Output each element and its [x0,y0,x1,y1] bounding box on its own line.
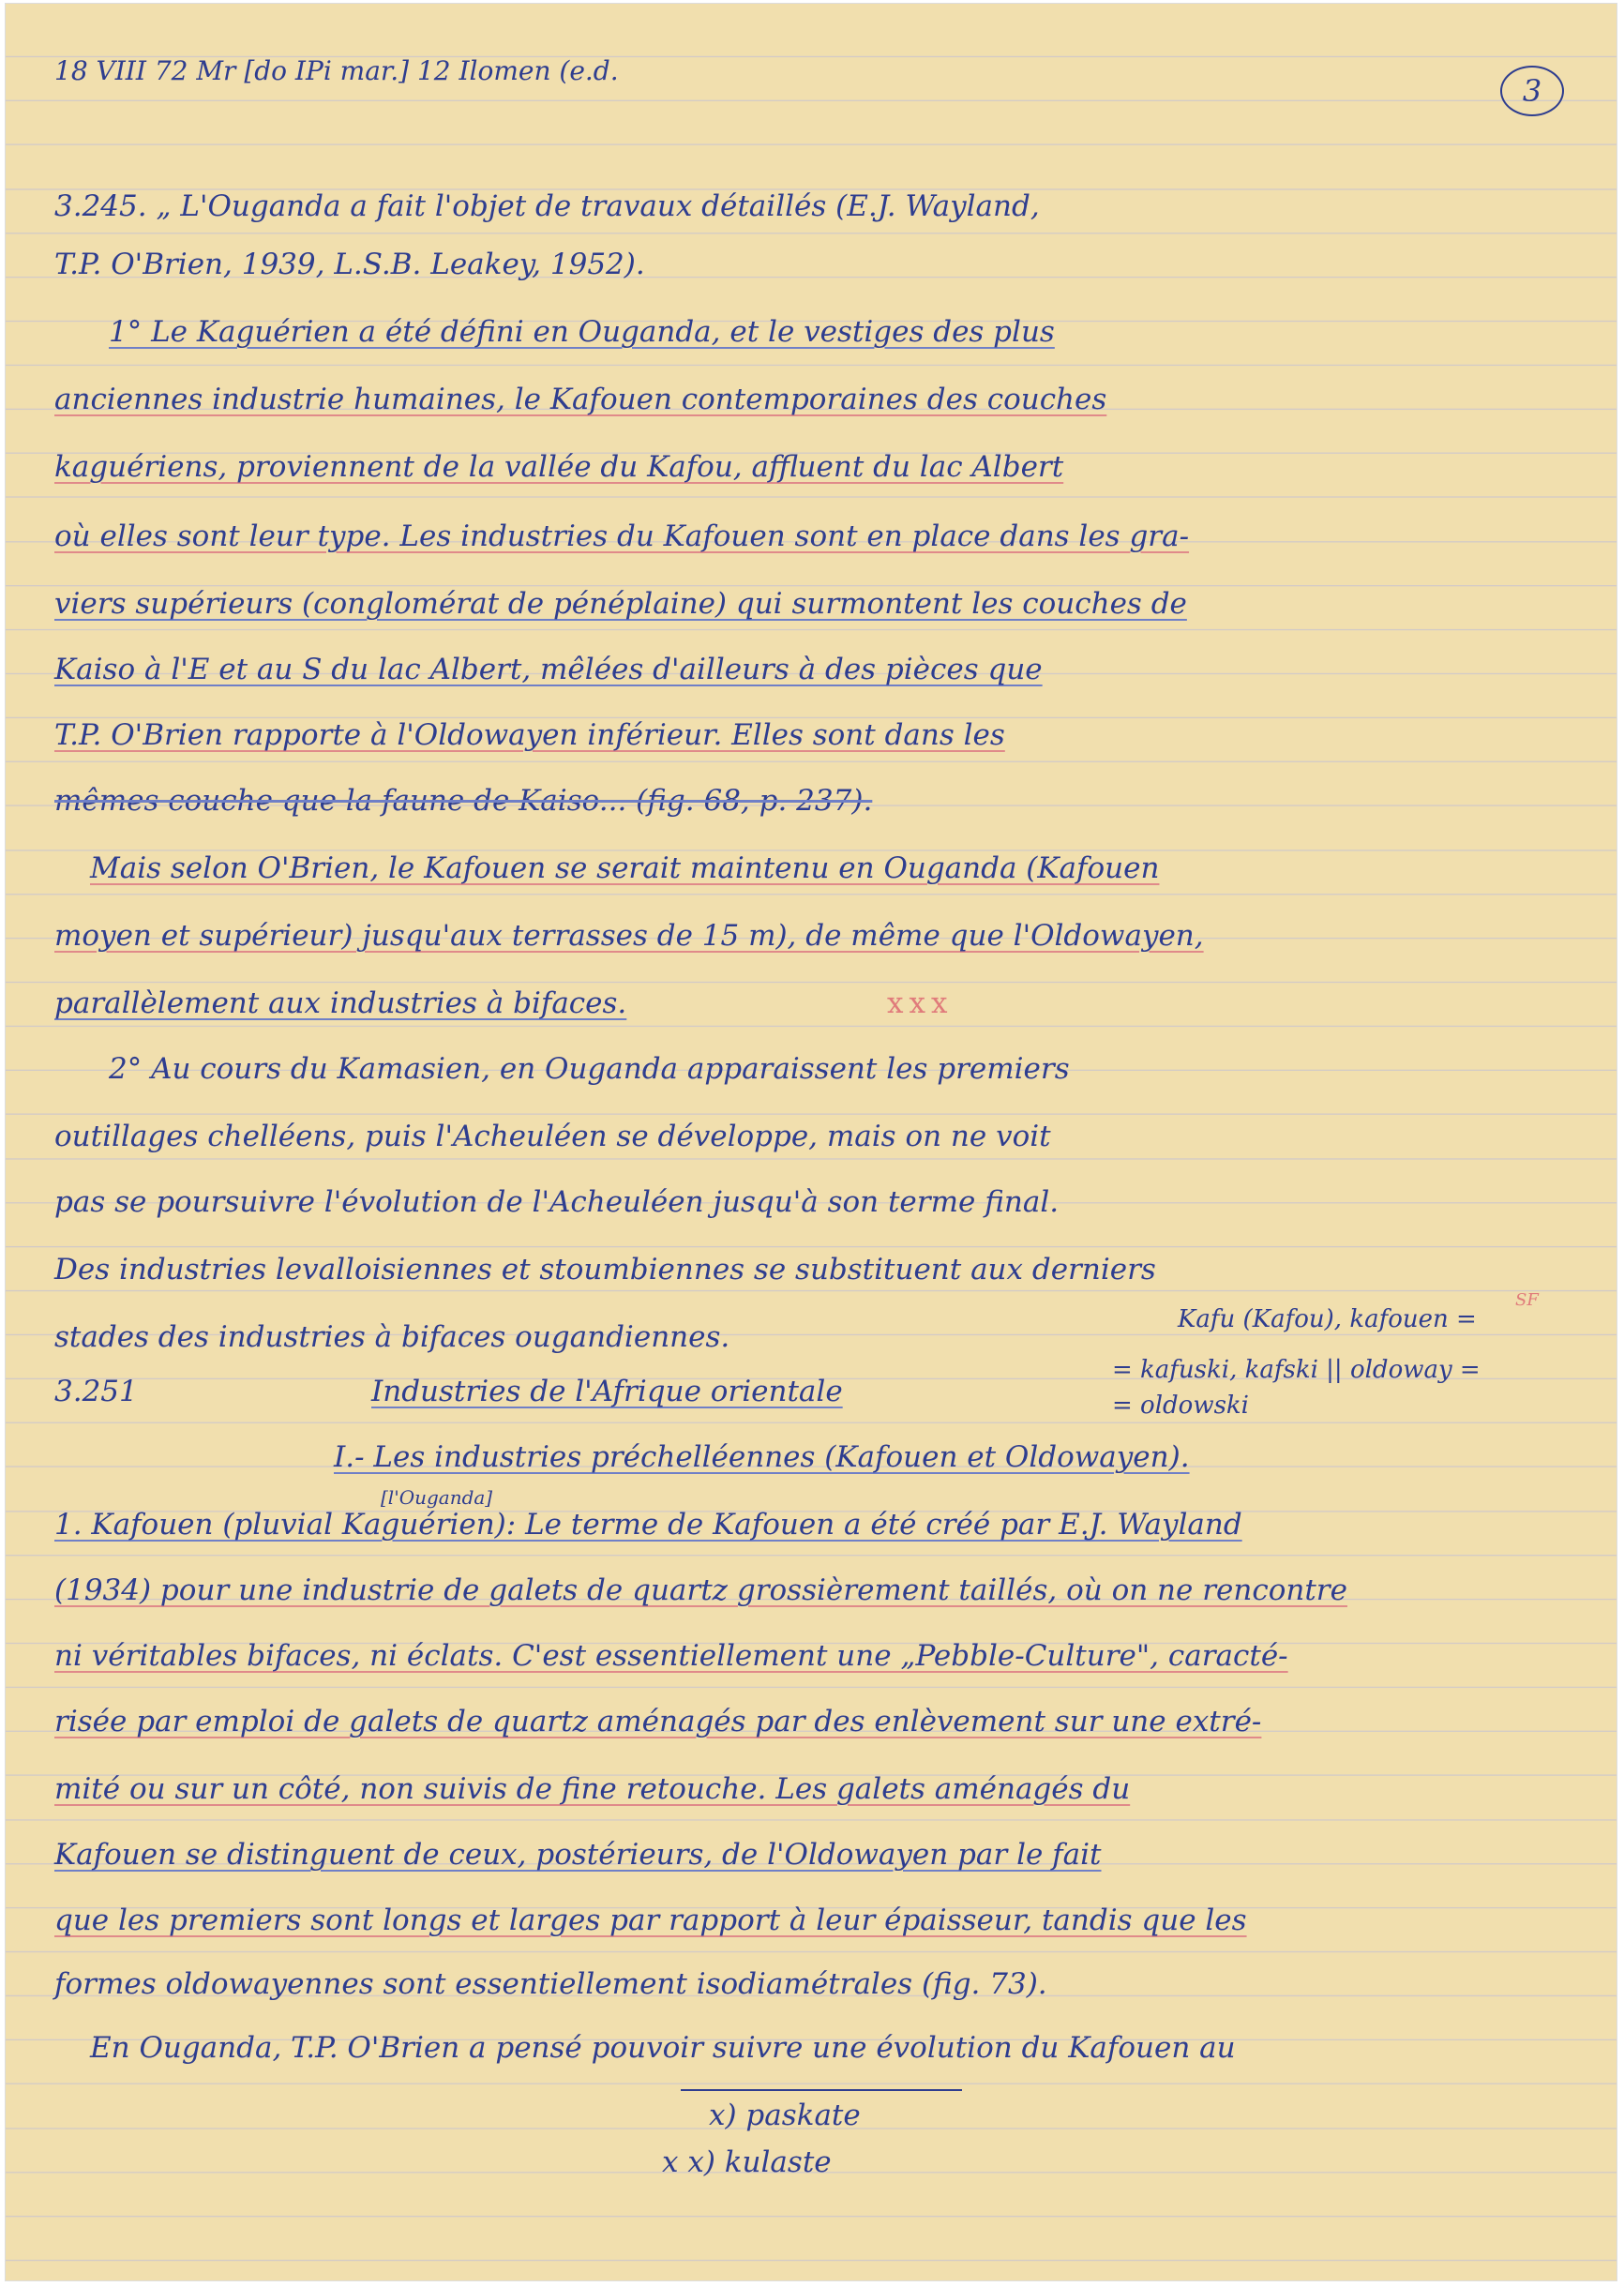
text-line-22: risée par emploi de galets de quartz aménagés par des enlèvement sur une extré- [54,1705,1262,1738]
margin-note-synonyms-1: Kafu (Kafou), kafouen = [1178,1305,1477,1333]
text-line-5: kaguériens, proviennent de la vallée du Kafou, affluent du lac Albert [54,450,1064,484]
text-line-4: anciennes industrie humaines, le Kafouen contemporaines des couches [54,383,1107,416]
section-number: 3.251 [54,1375,138,1408]
text-line-24: Kafouen se distinguent de ceux, postérieurs, de l'Oldowayen par le fait [54,1838,1102,1872]
text-line-16: pas se poursuivre l'évolution de l'Acheuléen jusqu'à son terme final. [54,1185,1060,1219]
cross-marks: xxx [887,986,954,1020]
text-line-8: Kaiso à l'E et au S du lac Albert, mêlées d'ailleurs à des pièces que [54,653,1043,686]
text-line-20: (1934) pour une industrie de galets de quartz grossièrement taillés, où on ne rencontre [54,1573,1347,1607]
margin-note-sr: SF [1515,1290,1539,1310]
text-line-9: T.P. O'Brien rapporte à l'Oldowayen inférieur. Elles sont dans les [54,718,1005,752]
text-line-15: outillages chelléens, puis l'Acheuléen se développe, mais on ne voit [54,1120,1051,1153]
margin-note-synonyms-3: = oldowski [1112,1392,1249,1420]
text-line-17: Des industries levalloisiennes et stoumbiennes se substituent aux derniers [54,1253,1156,1286]
section-title: Industries de l'Afrique orientale [371,1375,843,1408]
text-line-1: 3.245. „ L'Ouganda a fait l'objet de travaux détaillés (E.J. Wayland, [54,189,1040,223]
text-line-26: formes oldowayennes sont essentiellement isodiamétrales (fig. 73). [54,1967,1047,2001]
header-reference: 18 VIII 72 Mr [do IPi mar.] 12 Ilomen (e.d. [54,55,619,86]
text-line-12: moyen et supérieur) jusqu'aux terrasses de 15 m), de même que l'Oldowayen, [54,919,1204,953]
text-line-27: En Ouganda, T.P. O'Brien a pensé pouvoir suivre une évolution du Kafouen au [90,2031,1236,2065]
text-line-13: parallèlement aux industries à bifaces. [54,986,627,1020]
text-line-25: que les premiers sont longs et larges par rapport à leur épaisseur, tandis que les [54,1903,1247,1937]
text-line-14: 2° Au cours du Kamasien, en Ouganda apparaissent les premiers [109,1052,1070,1086]
text-line-11: Mais selon O'Brien, le Kafouen se serait maintenu en Ouganda (Kafouen [90,851,1160,885]
footnote-separator [681,2089,962,2092]
margin-note-synonyms-2: = kafuski, kafski || oldoway = [1112,1356,1481,1384]
page-number: 3 [1500,66,1564,116]
section-subtitle: I.- Les industries préchelléennes (Kafouen et Oldowayen). [334,1440,1190,1474]
footnote-1: x) paskate [709,2099,861,2132]
text-line-10: mêmes couche que la faune de Kaiso... (fig. 68, p. 237). [54,784,873,818]
text-line-19: 1. Kafouen (pluvial Kaguérien): Le terme de Kafouen a été créé par E.J. Wayland [54,1508,1242,1542]
footnote-2: x x) kulaste [662,2145,832,2179]
text-line-7: viers supérieurs (conglomérat de pénéplaine) qui surmontent les couches de [54,587,1187,621]
text-line-18: stades des industries à bifaces ougandiennes. [54,1320,730,1354]
interlinear-note: [l'Ouganda] [381,1486,493,1509]
text-line-3: 1° Le Kaguérien a été défini en Ouganda, et le vestiges des plus [109,315,1055,349]
text-line-2: T.P. O'Brien, 1939, L.S.B. Leakey, 1952). [54,248,645,281]
notebook-page [6,4,1616,2280]
text-line-21: ni véritables bifaces, ni éclats. C'est essentiellement une „Pebble-Culture", caracté- [54,1639,1288,1673]
text-line-23: mité ou sur un côté, non suivis de fine retouche. Les galets aménagés du [54,1772,1131,1806]
text-line-6: où elles sont leur type. Les industries du Kafouen sont en place dans les gra- [54,519,1190,553]
